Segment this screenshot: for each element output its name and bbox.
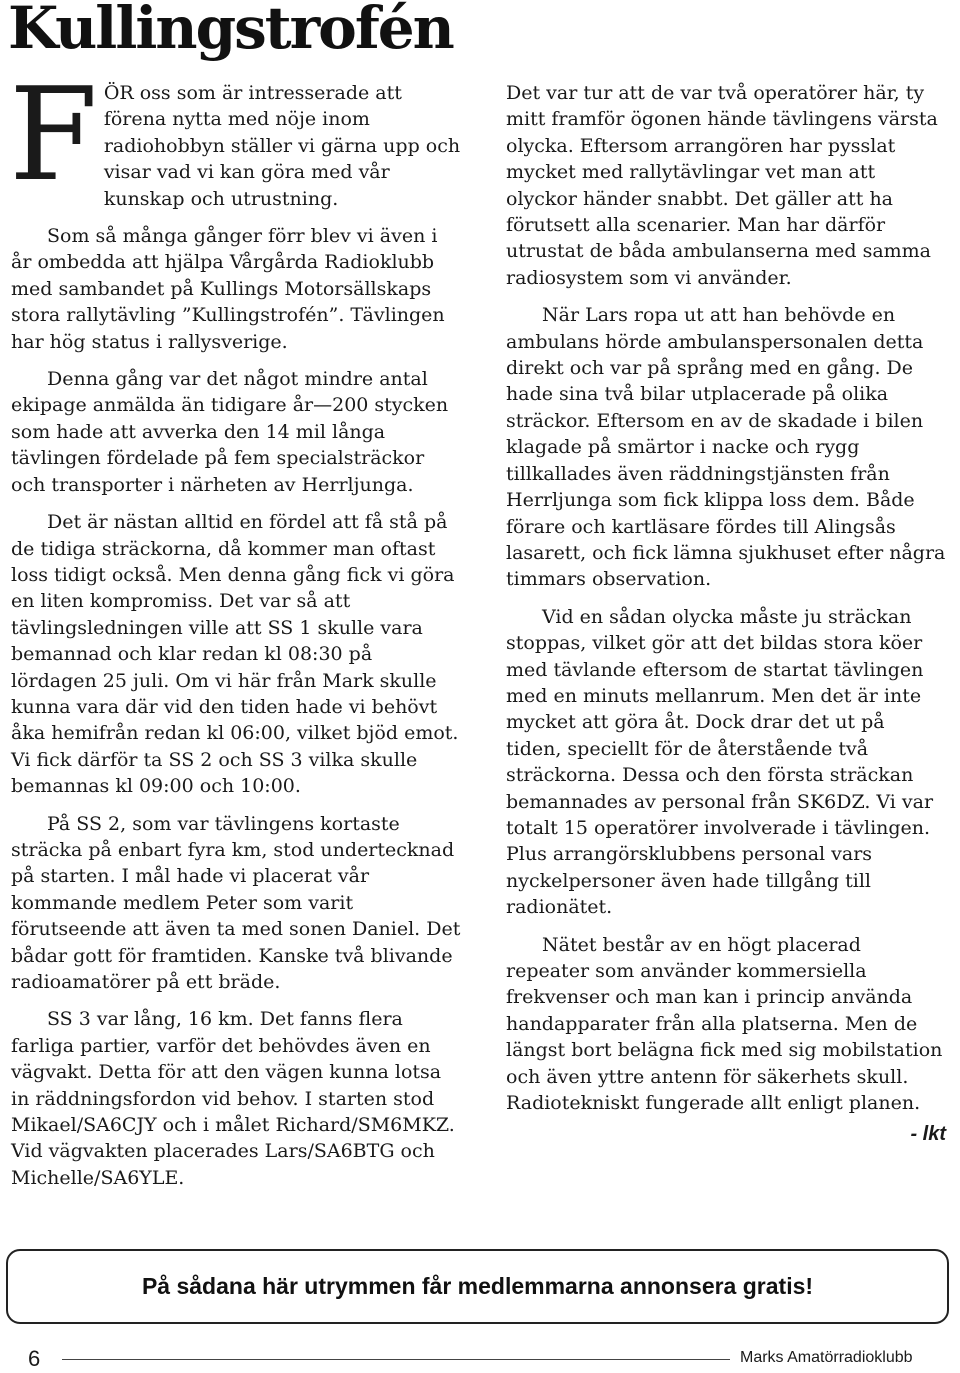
left-column [9, 61, 461, 1202]
ad-box [6, 1249, 949, 1324]
club-name: Marks Amatörradioklubb [740, 1349, 913, 1366]
footer-rule [62, 1359, 730, 1360]
paragraph: SS 3 var lång, 16 km. Det fanns flera farliga partier, varför det behövdes även en vägvakt. Detta för att den vägen kunna lotsa in räddningsfordon vid behov. I starten stod Mikael/SA6CJY och i målet Richard/SM6MKZ. Vid vägvakten placerades Lars/SA6BTG och Michelle/SA6YLE. [11, 1008, 455, 1189]
author-signature: - lkt [910, 1123, 946, 1146]
paragraph: Nätet består av en högt placerad repeater som använder kommersiella frekvenser och man kan i princip använda handapparater från alla platserna. Men de längst bort belägna fick med sig mobilstation och även yttre antenn för säkerhets skull. Radiotekniskt fungerade allt enligt planen. [506, 933, 943, 1115]
paragraph-continuation: Det var tur att de var två operatörer här, ty mitt framför ögonen hände tävlingens värsta olycka. Eftersom arrangören har pysslat mycket med rallytävlingar vet man att olyckor händer snabbt. Det gäller att ha förutsett alla scenarier. Man har därför utrustat de båda ambulanserna med samma radiosystem som vi använder. [506, 82, 938, 289]
page-number: 6 [28, 1346, 41, 1371]
paragraph: På SS 2, som var tävlingens kortaste sträcka på enbart fyra km, stod undertecknad på starten. I mål hade vi placerat vår kommande medlem Peter som varit förutseende att även ta med sonen Daniel. Det bådar gott för framtiden. Kanske två blivande radioamatörer på ett bräde. [11, 812, 461, 993]
paragraph: Det är nästan alltid en fördel att få stå på de tidiga sträckorna, då kommer man oftast loss tidigt också. Men denna gång fick vi göra en liten kompromiss. Det var så att tävlingsledningen ville att SS 1 skulle vara bemannad och klar redan kl 08:30 på lördagen 25 juli. Om vi här från Mark skulle kunna vara där vid den tiden hade vi behövt åka hemifrån redan kl 06:00, vilket bjöd emot. Vi fick därför ta SS 2 och SS 3 vilka skulle bemannas kl 09:00 och 10:00. [11, 511, 459, 798]
paragraph [9, 61, 461, 212]
paragraph: När Lars ropa ut att han behövde en ambulans hörde ambulanspersonalen detta direkt och var på språng med en gång. De hade sina två bilar utplacerade på olika sträckor. Eftersom en av de skadade i bilen klagade på smärtor i nacke och rygg tillkallades även räddningstjänsten från Herrljunga som fick klippa loss dem. Både förare och kartläsare fördes till Alingsås lasarett, och fick lämna sjukhuset efter några timmars observation. [506, 304, 946, 591]
page-footer [0, 1340, 960, 1370]
paragraph: Som så många gånger förr blev vi även i år ombedda att hjälpa Vårgårda Radioklubb med sambandet på Kullings Motorsällskaps stora rallytävling ”Kullingstrofén”. Tävlingen har hög status i rallysverige. [11, 225, 445, 353]
drop-cap: F [9, 61, 98, 210]
paragraph-text: ÖR oss som är intresserade att förena nytta med nöje inom radiohobbyn ställer vi gärna upp och visar vad vi kan göra med vår kunskap och utrustning. [103, 82, 461, 210]
ad-text: På sådana här utrymmen får medlemmarna annonsera gratis! [141, 1273, 814, 1299]
article-title: Kullingstrofén [8, 0, 453, 62]
right-column [506, 80, 946, 1148]
paragraph: Vid en sådan olycka måste ju sträckan stoppas, vilket gör att det bildas stora köer med tävlande eftersom de startat tävlingen med en minuts mellanrum. Men det är inte mycket att göra åt. Dock drar det ut på tiden, speciellt för de återstående två sträckorna. Dessa och den första sträckan bemannades av personal från SK6DZ. Vi var totalt 15 operatörer involverade i tävlingen. Plus arrangörsklubbens personal vars nyckelpersoner även hade tillgång till radionätet. [506, 605, 934, 919]
paragraph: Denna gång var det något mindre antal ekipage anmälda än tidigare år—200 stycken som hade att avverka den 14 mil långa tävlingen fördelade på fem specialsträckor och transporter i närheten av Herrljunga. [11, 368, 449, 496]
